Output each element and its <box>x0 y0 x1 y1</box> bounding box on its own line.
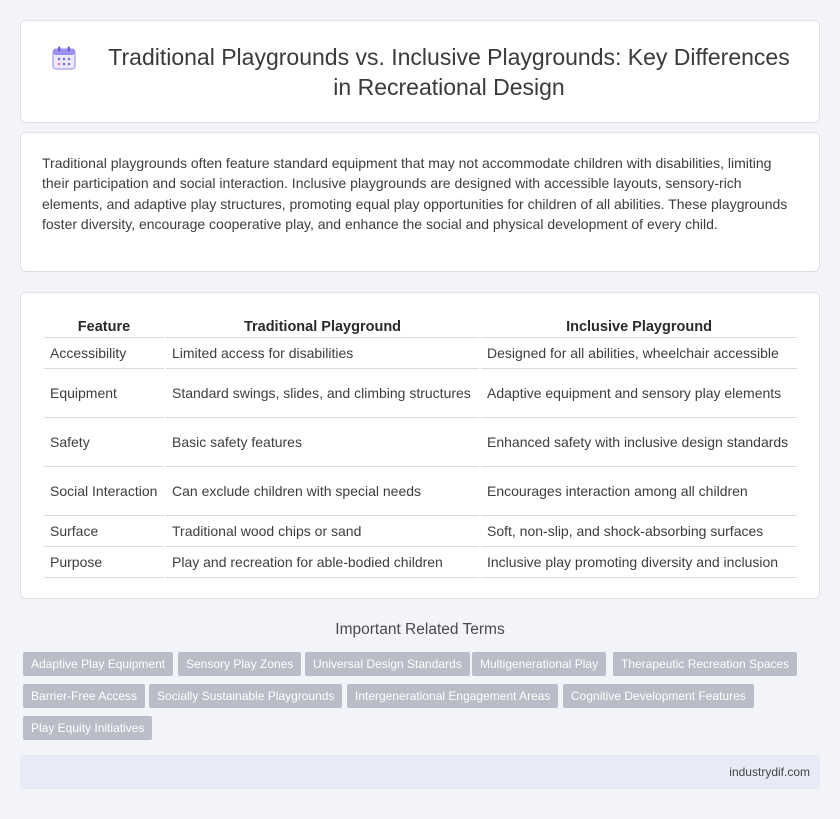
footer-bar <box>20 755 820 789</box>
related-term-tag[interactable]: Play Equity Initiatives <box>23 716 152 740</box>
table-cell: Purpose <box>44 547 164 578</box>
table-cell: Adaptive equipment and sensory play elements <box>481 369 797 418</box>
table-cell: Inclusive play promoting diversity and inclusion <box>481 547 797 578</box>
related-term-tag[interactable]: Sensory Play Zones <box>178 652 301 676</box>
table-cell: Traditional wood chips or sand <box>166 516 479 547</box>
table-row <box>44 369 797 418</box>
related-term-tag[interactable]: Intergenerational Engagement Areas <box>347 684 558 708</box>
table-row <box>44 418 797 467</box>
column-header-traditional: Traditional Playground <box>166 314 479 338</box>
comparison-table-card <box>20 292 820 599</box>
related-term-tag[interactable]: Socially Sustainable Playgrounds <box>149 684 342 708</box>
intro-card <box>20 132 820 272</box>
table-cell: Surface <box>44 516 164 547</box>
table-cell: Standard swings, slides, and climbing structures <box>166 369 479 418</box>
table-cell: Social Interaction <box>44 467 164 516</box>
related-term-tag[interactable]: Cognitive Development Features <box>563 684 754 708</box>
column-header-feature: Feature <box>44 314 164 338</box>
page-title: Traditional Playgrounds vs. Inclusive Playgrounds: Key Differences in Recreational Design <box>108 43 790 100</box>
related-term-tag[interactable]: Therapeutic Recreation Spaces <box>613 652 797 676</box>
table-row <box>44 467 797 516</box>
related-term-tag[interactable]: Multigenerational Play <box>472 652 606 676</box>
table-row <box>44 338 797 369</box>
table-cell: Can exclude children with special needs <box>166 467 479 516</box>
table-cell: Accessibility <box>44 338 164 369</box>
related-term-tag[interactable]: Barrier-Free Access <box>23 684 145 708</box>
table-cell: Soft, non-slip, and shock-absorbing surfaces <box>481 516 797 547</box>
comparison-table <box>42 314 799 578</box>
related-term-tag[interactable]: Universal Design Standards <box>305 652 470 676</box>
calendar-icon <box>51 45 77 71</box>
intro-paragraph: Traditional playgrounds often feature standard equipment that may not accommodate children with disabilities, limiting their participation and social interaction. Inclusive playgrounds are designed with accessible layouts, sensory-rich elements, and adaptive play structures, promoting equal play opportunities for children of all abilities. These playgrounds foster diversity, encourage cooperative play, and enhance the social and physical development of every child. <box>42 155 788 232</box>
related-terms-title: Important Related Terms <box>335 621 505 638</box>
table-cell: Limited access for disabilities <box>166 338 479 369</box>
table-cell: Enhanced safety with inclusive design standards <box>481 418 797 467</box>
related-term-tag[interactable]: Adaptive Play Equipment <box>23 652 173 676</box>
footer-site-link[interactable]: industrydif.com <box>729 765 810 779</box>
table-cell: Equipment <box>44 369 164 418</box>
table-cell: Safety <box>44 418 164 467</box>
table-cell: Play and recreation for able-bodied children <box>166 547 479 578</box>
header-card <box>20 20 820 123</box>
table-row <box>44 516 797 547</box>
table-cell: Encourages interaction among all children <box>481 467 797 516</box>
table-row <box>44 547 797 578</box>
table-cell: Designed for all abilities, wheelchair accessible <box>481 338 797 369</box>
table-cell: Basic safety features <box>166 418 479 467</box>
column-header-inclusive: Inclusive Playground <box>481 314 797 338</box>
